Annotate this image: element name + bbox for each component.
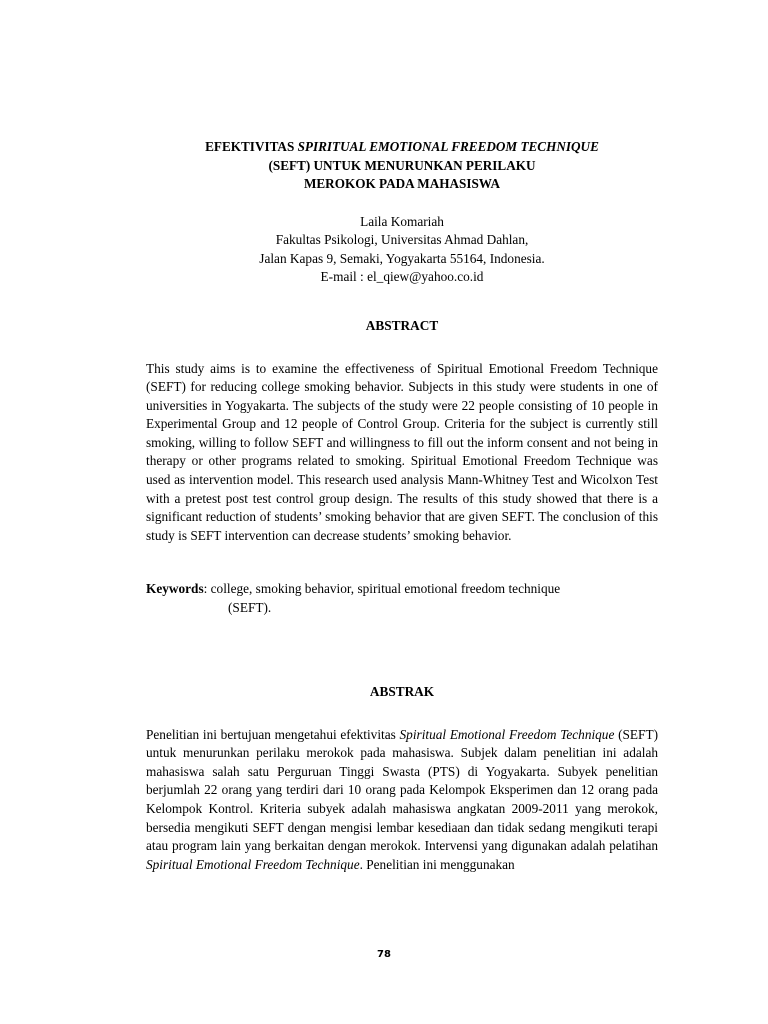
author-name: Laila Komariah <box>360 213 444 229</box>
abstrak-italic-2: Spiritual Emotional Freedom Technique <box>146 856 360 872</box>
keywords-label: Keywords <box>146 581 204 597</box>
keywords-line-2: (SEFT). <box>228 600 272 616</box>
title-line-1 <box>146 138 658 157</box>
keywords <box>146 580 658 617</box>
abstrak-italic-1: Spiritual Emotional Freedom Technique <box>399 726 615 742</box>
paper-title <box>146 138 658 194</box>
abstract-text: This study aims is to examine the effectiveness of Spiritual Emotional Freedom Technique (SEFT) for reducing college smoking behavior. Subjects in this study were students in one of universities in Yogyakarta. The subjects of the study were 22 people consisting of 10 people in Experimental Group and 12 people of Control Group. Criteria for the subject is currently still smoking, willing to follow SEFT and willingness to fill out the inform consent and not being in therapy or other programs related to smoking. Spiritual Emotional Freedom Technique was used as intervention model. This research used analysis Mann-Whitney Test and Wicolxon Test with a pretest post test control group design. The results of this study showed that there is a significant reduction of students’ smoking behavior that are given SEFT. The conclusion of this study is SEFT intervention can decrease students’ smoking behavior. <box>146 360 658 543</box>
page-number: 78 <box>377 949 391 960</box>
abstrak-part-2: (SEFT) untuk menurunkan perilaku merokok pada mahasiswa. Subjek dalam penelitian ini adalah mahasiswa salah satu Perguruan Tinggi Swasta (PTS) di Yogyakarta. Subyek penelitian berjumlah 22 orang yang terdiri dari 10 orang pada Kelompok Eksperimen dan 12 orang pada Kelompok Kontrol. Kriteria subyek adalah mahasiswa angkatan 2009-2011 yang merokok, bersedia mengikuti SEFT dengan mengisi lembar kesediaan dan tidak sedang mengikuti terapi atau program lain yang berkaitan dengan merokok. Intervensi yang digunakan adalah pelatihan <box>146 726 659 854</box>
abstract-heading: ABSTRACT <box>365 317 439 333</box>
abstrak-text <box>146 726 658 875</box>
title-line-3: MEROKOK PADA MAHASISWA <box>303 176 501 191</box>
abstrak-heading: ABSTRAK <box>369 683 435 699</box>
keywords-line-1: : college, smoking behavior, spiritual emotional freedom technique <box>203 581 561 597</box>
author-affiliation: Fakultas Psikologi, Universitas Ahmad Dahlan, <box>275 232 529 247</box>
title-plain: EFEKTIVITAS <box>205 139 298 154</box>
author-address: Jalan Kapas 9, Semaki, Yogyakarta 55164, Indonesia. <box>259 250 545 266</box>
title-italic: SPIRITUAL EMOTIONAL FREEDOM TECHNIQUE <box>297 139 599 154</box>
paper-page <box>146 0 658 874</box>
author-email: E-mail : el_qiew@yahoo.co.id <box>320 269 484 284</box>
title-line-2: (SEFT) UNTUK MENURUNKAN PERILAKU <box>268 157 536 173</box>
author-block <box>146 213 658 287</box>
abstrak-part-3: . Penelitian ini menggunakan <box>359 856 515 872</box>
abstrak-part-1: Penelitian ini bertujuan mengetahui efektivitas <box>146 726 400 742</box>
